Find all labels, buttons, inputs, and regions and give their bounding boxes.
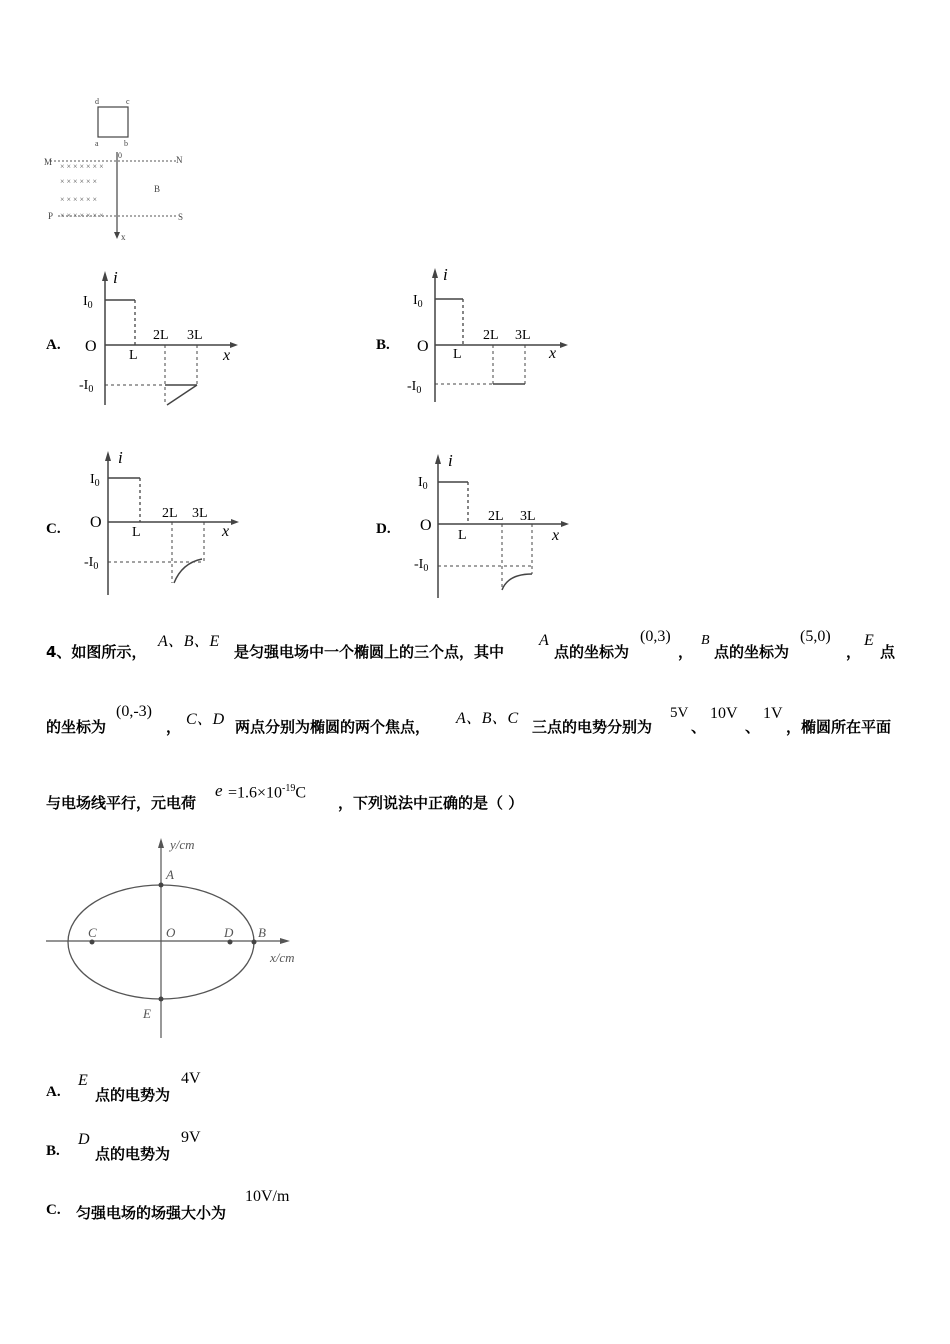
answer-b-text: 点的电势为 [95,1145,171,1163]
q4-text6: 两点分别为椭圆的两个焦点， [235,718,431,736]
origin-label: O [417,338,429,355]
q4-sep5: 、 [745,718,761,736]
label-m: M [44,157,53,167]
y-axis-label: y/cm [170,837,195,852]
label-d: d [95,97,99,106]
x-axis-label: x [549,345,557,362]
svg-text:× × × × × × ×: × × × × × × × [60,211,104,220]
tick-l: L [132,525,141,540]
x-axis-label: x/cm [270,950,295,965]
label-b: b [124,139,128,148]
tick-2l: 2L [488,509,504,524]
graph-option-b[interactable] [405,262,575,412]
q4-potential-1: 5V [670,705,689,721]
answer-a-var: E [78,1072,88,1089]
square-loop [98,107,128,137]
q4-charge-value [228,783,306,802]
tick-l: L [453,347,462,362]
answer-c-text: 匀强电场的场强大小为 [76,1204,227,1222]
label-a: a [95,139,99,148]
neg-i0-label: $-I_0$ [84,555,99,572]
label-origin: 0 [118,151,122,160]
q4-points-cd: C、D [186,711,225,728]
q4-number: 4、如图所示， [46,643,147,661]
answer-b-value: 9V [181,1129,201,1146]
svg-text:× × × × × ×: × × × × × × [60,177,98,186]
q4-point-b: B [701,633,710,648]
point-e-label: E [143,1006,151,1021]
q4-text8: ，椭圆所在平面 [786,718,892,736]
label-x: x [121,232,126,242]
answer-a-letter[interactable]: A. [46,1084,61,1100]
y-axis-label: i [448,451,453,470]
svg-text:× × × × × ×: × × × × × × [60,195,98,204]
graph-option-a-letter: A. [46,337,61,353]
tick-2l: 2L [162,506,178,521]
graph-option-b-letter: B. [376,337,390,353]
i0-label: $I_0$ [418,475,428,492]
y-axis-label: i [113,268,118,287]
q4-sep1: ， [678,643,694,661]
i0-label: $I_0$ [413,293,423,310]
neg-i0-label: $-I_0$ [414,557,429,574]
q4-point-e: E [864,632,874,649]
answer-b-letter[interactable]: B. [46,1143,60,1159]
field-crosses [60,162,104,220]
answer-c-letter[interactable]: C. [46,1202,61,1218]
q4-text7: 三点的电势分别为 [532,718,653,736]
q4-point-a: A [539,632,549,649]
i0-label: $I_0$ [83,294,93,311]
y-axis-label: i [118,448,123,467]
q4-text3: 点的坐标为 [714,643,790,661]
q4-charge-mantissa: =1.6×10 [228,784,283,802]
answer-a-value: 4V [181,1070,201,1087]
point-o-label: O [166,925,176,940]
q4-text9: 与电场线平行，元电荷 [46,794,197,812]
origin-label: O [85,338,97,355]
tick-2l: 2L [153,328,169,343]
q4-sep4: 、 [691,718,707,736]
tick-l: L [129,348,138,363]
q4-charge-exponent: -19 [282,783,296,794]
i0-label: $I_0$ [90,472,100,489]
x-axis-label: x [223,347,231,364]
x-axis-label: x [222,523,230,540]
x-axis-label: x [552,527,560,544]
tick-3l: 3L [515,328,531,343]
answer-b-var: D [78,1131,90,1148]
ellipse-figure [40,830,310,1045]
graph-option-c-letter: C. [46,521,61,537]
q4-points-abc: A、B、C [456,710,519,727]
tick-3l: 3L [187,328,203,343]
point-a-label: A [166,867,174,882]
label-s: S [178,212,184,222]
point-b-label: B [258,925,266,940]
graph-option-c[interactable] [78,445,248,600]
q4-sep3: ， [166,718,182,736]
origin-label: O [90,514,102,531]
q4-points-abe: A、B、E [158,633,220,650]
field-figure [40,92,200,247]
graph-option-d[interactable] [408,448,578,603]
tick-3l: 3L [192,506,208,521]
tick-l: L [458,528,467,543]
q4-text5: 的坐标为 [46,718,107,736]
point-d-label: D [224,925,234,940]
q4-potential-3: 1V [763,705,783,722]
q4-charge-unit: C [295,784,307,802]
q4-coord-a: (0,3) [640,628,671,645]
point-c-label: C [88,925,97,940]
label-field-b: B [154,184,161,194]
label-n: N [176,155,183,165]
q4-text1: 是匀强电场中一个椭圆上的三个点，其中 [234,643,505,661]
q4-potential-2: 10V [710,705,738,722]
neg-i0-label: $-I_0$ [407,379,422,396]
label-p: P [48,211,54,221]
tick-2l: 2L [483,328,499,343]
q4-sep2: ， [846,643,862,661]
q4-text10: ，下列说法中正确的是（ ） [338,794,524,812]
y-axis-label: i [443,265,448,284]
graph-option-a[interactable] [75,265,245,415]
answer-a-text: 点的电势为 [95,1086,171,1104]
q4-text2: 点的坐标为 [554,643,630,661]
answer-c-value: 10V/m [245,1188,290,1205]
neg-i0-label: $-I_0$ [79,378,94,395]
graph-option-d-letter: D. [376,521,391,537]
q4-text4: 点 [880,643,896,661]
tick-3l: 3L [520,509,536,524]
svg-text:× × × × × × ×: × × × × × × × [60,162,104,171]
q4-coord-e: (0,-3) [116,703,152,720]
label-c: c [126,97,130,106]
origin-label: O [420,517,432,534]
q4-coord-b: (5,0) [800,628,831,645]
q4-charge-e: e [215,781,223,800]
